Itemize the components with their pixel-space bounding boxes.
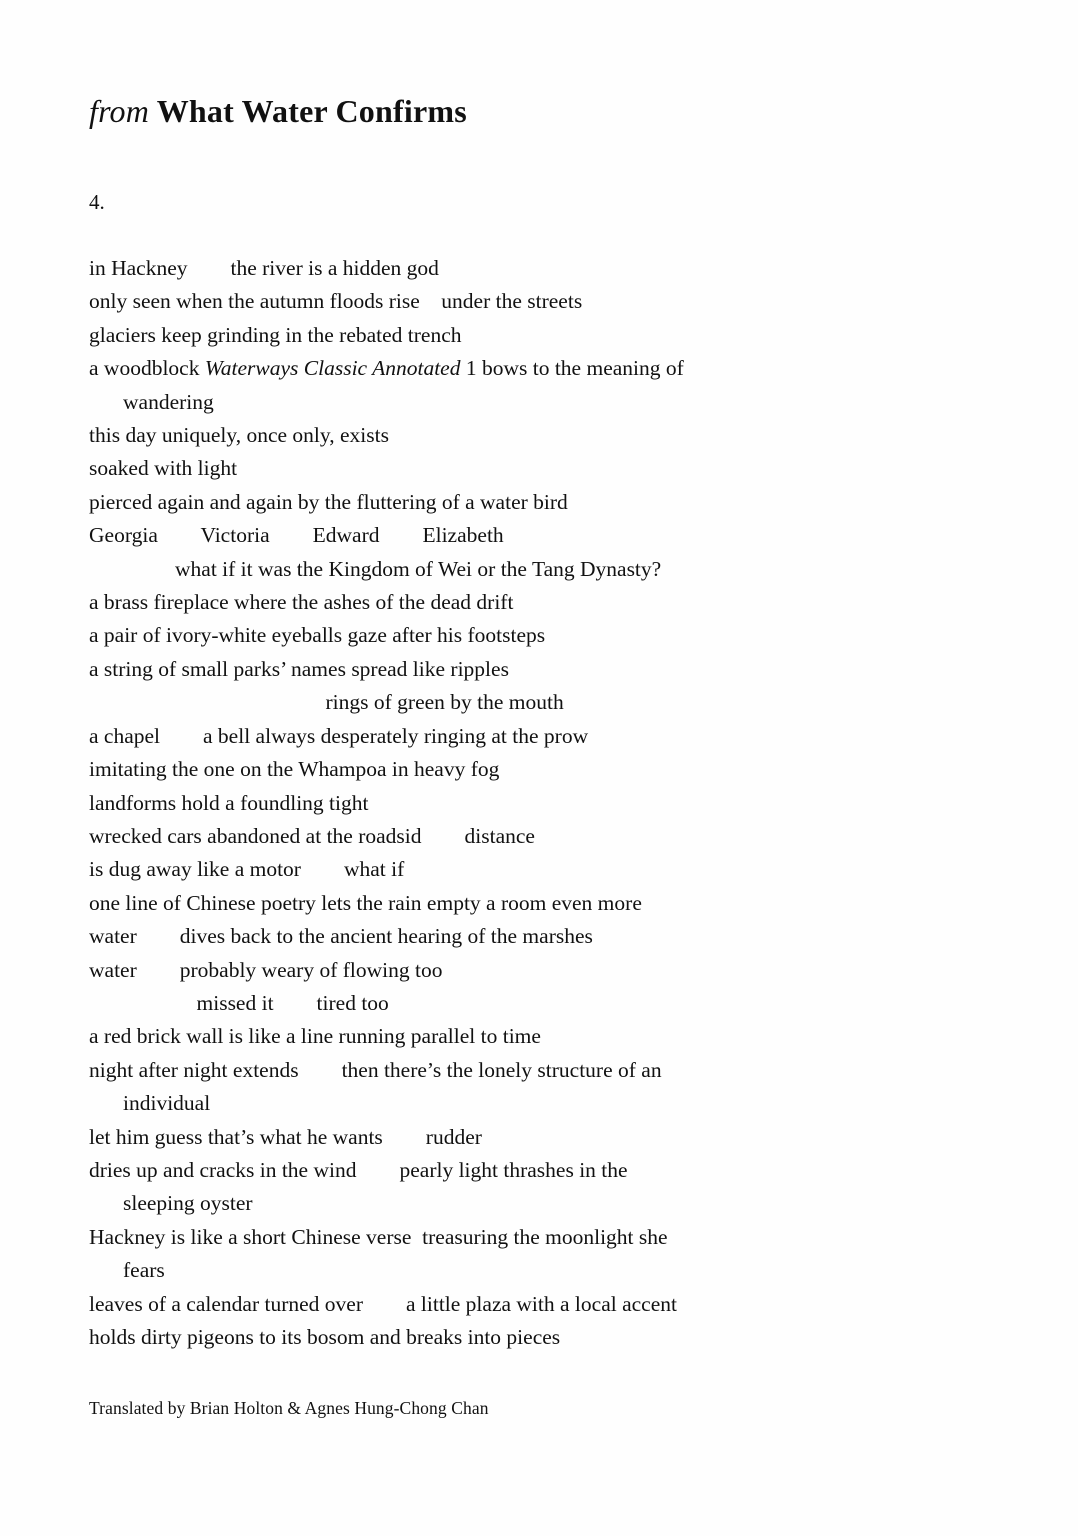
poem-line: a woodblock Waterways Classic Annotated 1 bows to the meaning of <box>89 356 684 381</box>
page-title <box>89 93 467 130</box>
poem-line: this day uniquely, once only, exists <box>89 423 389 448</box>
poem-line-italic: Waterways Classic Annotated <box>204 356 461 381</box>
poem-line: pierced again and again by the fluttering of a water bird <box>89 489 568 514</box>
poem-line: a brass fireplace where the ashes of the dead drift <box>89 590 514 615</box>
poem-line: imitating the one on the Whampoa in heavy fog <box>89 757 500 782</box>
translator-credit: Translated by Brian Holton & Agnes Hung-Chong Chan <box>89 1398 489 1418</box>
poem-line: what if it was the Kingdom of Wei or the Tang Dynasty? <box>89 556 662 581</box>
poem-line: water dives back to the ancient hearing of the marshes <box>89 924 593 949</box>
poem-line: a chapel a bell always desperately ringing at the prow <box>89 723 589 748</box>
poem-line: let him guess that’s what he wants rudder <box>89 1124 482 1149</box>
poem-line: is dug away like a motor what if <box>89 857 405 882</box>
poem-line: Georgia Victoria Edward Elizabeth <box>89 523 504 548</box>
poem-line: in Hackney the river is a hidden god <box>89 256 439 280</box>
poem-line: a red brick wall is like a line running parallel to time <box>89 1024 541 1049</box>
poem-line: Hackney is like a short Chinese verse treasuring the moonlight she <box>89 1224 668 1249</box>
poem-line: only seen when the autumn floods rise under the streets <box>89 289 583 314</box>
poem-line: night after night extends then there’s the lonely structure of an <box>89 1057 662 1082</box>
poem-line: wandering <box>123 389 214 414</box>
poem-line: a pair of ivory-white eyeballs gaze after his footsteps <box>89 623 546 648</box>
title-main: What Water Confirms <box>156 93 467 130</box>
poem-line: soaked with light <box>89 456 238 481</box>
poem-line: dries up and cracks in the wind pearly light thrashes in the <box>89 1157 628 1182</box>
poem-line: rings of green by the mouth <box>89 690 564 715</box>
poem-line: a string of small parks’ names spread like ripples <box>89 656 509 681</box>
poem-line: glaciers keep grinding in the rebated trench <box>89 322 462 347</box>
section-number: 4. <box>89 190 105 214</box>
poem-line: fears <box>123 1258 165 1283</box>
poem-line: individual <box>123 1091 211 1116</box>
poem-line: holds dirty pigeons to its bosom and breaks into pieces <box>89 1325 561 1349</box>
poem-body <box>89 252 969 1354</box>
title-prefix: from <box>89 93 150 130</box>
poem-line: one line of Chinese poetry lets the rain empty a room even more <box>89 890 642 915</box>
poem-line: sleeping oyster <box>123 1191 253 1216</box>
poem-line: leaves of a calendar turned over a little plaza with a local accent <box>89 1291 677 1316</box>
poem-line: missed it tired too <box>89 990 389 1015</box>
poem-line: water probably weary of flowing too <box>89 957 443 982</box>
poem-line: wrecked cars abandoned at the roadsid distance <box>89 823 535 848</box>
poem-line: landforms hold a foundling tight <box>89 790 369 815</box>
